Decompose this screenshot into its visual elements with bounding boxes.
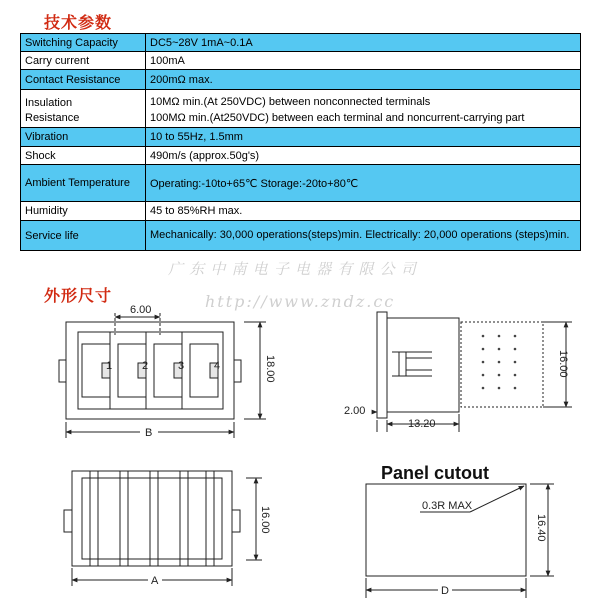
spec-key: Switching Capacity [21, 34, 146, 52]
spec-key: Ambient Temperature [21, 165, 146, 202]
spec-value: Operating:-10to+65℃ Storage:-20to+80℃ [146, 165, 581, 202]
side-flange-dim: 2.00 [344, 405, 366, 417]
switch-label: 3 [178, 360, 185, 372]
front-view [59, 313, 266, 438]
bottom-view [64, 471, 262, 586]
side-height-dim: 16.00 [557, 350, 569, 378]
side-depth-dim: 13.20 [408, 418, 436, 430]
switch-label: 1 [106, 360, 113, 372]
spec-key: Humidity [21, 202, 146, 221]
spec-value: 10 to 55Hz, 1.5mm [146, 128, 581, 147]
cutout-height-dim: 16.40 [535, 514, 547, 542]
front-pitch-dim: 6.00 [130, 304, 152, 316]
cutout-radius: 0.3R MAX [422, 500, 473, 512]
spec-value: 10MΩ min.(At 250VDC) between nonconnected terminals [146, 90, 581, 110]
cutout-width-label: D [441, 585, 449, 597]
dimensions-heading: 外形尺寸 [44, 286, 113, 305]
spec-value: 200mΩ max. [146, 70, 581, 90]
spec-key: Insulation [21, 90, 146, 110]
switch-label: 2 [142, 360, 149, 372]
spec-value: Mechanically: 30,000 operations(steps)min. Electrically: 20,000 operations (steps)min. [146, 221, 581, 251]
spec-key: Service life [21, 221, 146, 251]
watermark-url: http://www.zndz.cc [205, 292, 396, 311]
spec-key: Contact Resistance [21, 70, 146, 90]
watermark-company: 广 东 中 南 电 子 电 器 有 限 公 司 [168, 261, 417, 278]
switch-label: 4 [214, 360, 221, 372]
spec-value: 45 to 85%RH max. [146, 202, 581, 221]
spec-key: Carry current [21, 52, 146, 70]
bottom-height-dim: 16.00 [259, 506, 271, 534]
spec-key: Resistance [21, 110, 146, 128]
side-view-dots [482, 335, 517, 390]
cutout-title: Panel cutout [381, 463, 490, 483]
spec-heading: 技术参数 [44, 13, 113, 32]
spec-key: Shock [21, 147, 146, 165]
front-height-dim: 18.00 [264, 355, 276, 383]
side-view [372, 312, 572, 432]
spec-key: Vibration [21, 128, 146, 147]
spec-value: 490m/s (approx.50g's) [146, 147, 581, 165]
spec-value: 100mA [146, 52, 581, 70]
front-width-label: B [145, 427, 153, 439]
spec-value: 100MΩ min.(At250VDC) between each terminal and noncurrent-carrying part [146, 110, 581, 128]
spec-value: DC5~28V 1mA~0.1A [146, 34, 581, 52]
bottom-width-label: A [151, 575, 159, 587]
